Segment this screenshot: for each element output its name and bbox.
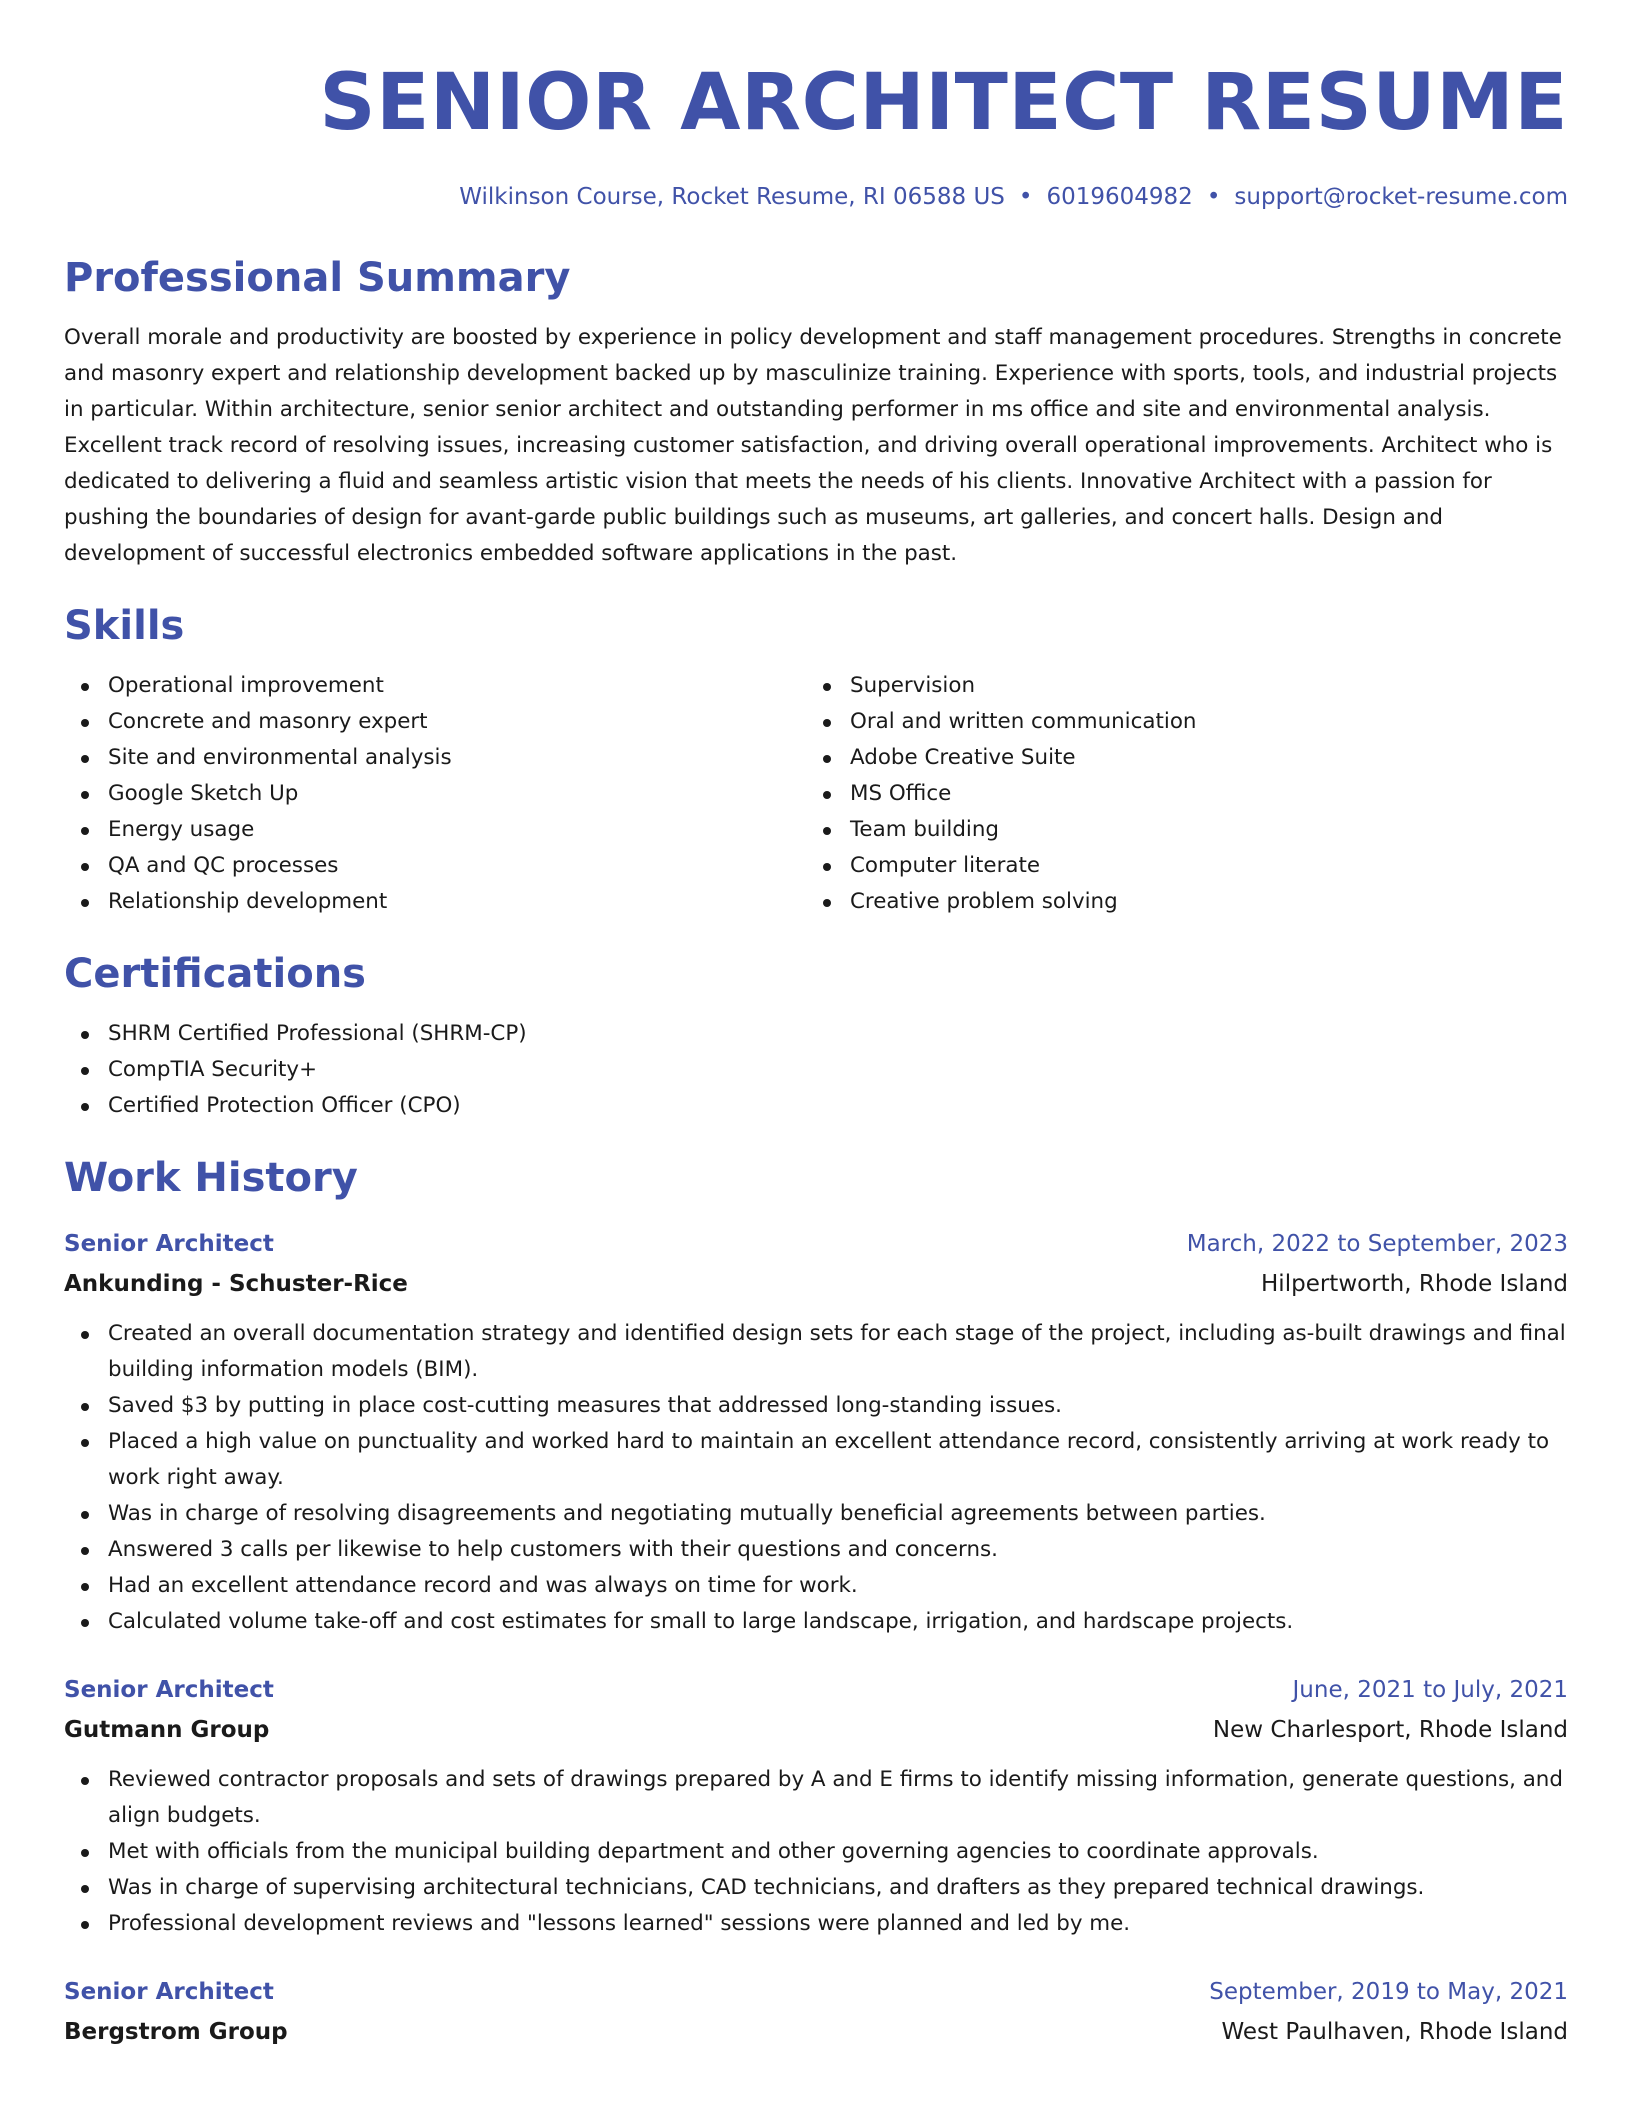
job-entry — [64, 1228, 1568, 1640]
skill-item: MS Office — [806, 776, 1548, 812]
job-title: Senior Architect — [64, 1677, 274, 1703]
contact-line — [64, 182, 1568, 212]
skill-item: Oral and written communication — [806, 704, 1548, 740]
job-entry — [64, 1976, 1568, 2048]
certifications-list — [64, 1016, 1568, 1124]
resume-title: SENIOR ARCHITECT RESUME — [319, 58, 1568, 148]
job-header-row — [64, 1976, 1568, 2008]
job-bullet: Had an excellent attendance record and was always on time for work. — [64, 1568, 1568, 1604]
skills-list-right — [806, 668, 1548, 920]
job-company: Gutmann Group — [64, 1717, 270, 1743]
skill-item: Concrete and masonry expert — [64, 704, 806, 740]
section-title-summary: Professional Summary — [64, 255, 571, 301]
job-bullet: Placed a high value on punctuality and worked hard to maintain an excellent attendance record, consistently arriving at work ready to work right away. — [64, 1424, 1568, 1496]
job-bullets — [64, 1762, 1568, 1942]
job-header-row — [64, 1674, 1568, 1706]
skill-item: Supervision — [806, 668, 1548, 704]
skill-item: Creative problem solving — [806, 884, 1548, 920]
job-company-row — [64, 1268, 1568, 1300]
certification-item: SHRM Certified Professional (SHRM-CP) — [64, 1016, 1568, 1052]
job-dates: June, 2021 to July, 2021 — [1292, 1677, 1568, 1703]
contact-separator: • — [1206, 184, 1221, 210]
skill-item: Adobe Creative Suite — [806, 740, 1548, 776]
skills-list-left — [64, 668, 806, 920]
job-location: New Charlesport, Rhode Island — [1212, 1717, 1568, 1743]
skill-item: QA and QC processes — [64, 848, 806, 884]
certification-item: CompTIA Security+ — [64, 1052, 1568, 1088]
summary-text: Overall morale and productivity are boosted by experience in policy development and staff management procedures. Strengths in concrete and masonry expert and relationship development backed up by masculinize training. Experience with sports, tools, and industrial projects in particular. Within architecture, senior senior architect and outstanding performer in ms office and site and environmental analysis. Excellent track record of resolving issues, increasing customer satisfaction, and driving overall operational improvements. Architect who is dedicated to delivering a fluid and seamless artistic vision that meets the needs of his clients. Innovative Architect with a passion for pushing the boundaries of design for avant-garde public buildings such as museums, art galleries, and concert halls. Design and development of successful electronics embedded software applications in the past. — [64, 325, 1562, 566]
job-company-row — [64, 1714, 1568, 1746]
skill-item: Site and environmental analysis — [64, 740, 806, 776]
job-bullet: Created an overall documentation strategy and identified design sets for each stage of the project, including as-built drawings and final building information models (BIM). — [64, 1316, 1568, 1388]
job-bullet: Saved $3 by putting in place cost-cutting measures that addressed long-standing issues. — [64, 1388, 1568, 1424]
job-bullet: Professional development reviews and "lessons learned" sessions were planned and led by me. — [64, 1906, 1568, 1942]
job-bullet: Reviewed contractor proposals and sets of drawings prepared by A and E firms to identify missing information, generate questions, and align budgets. — [64, 1762, 1568, 1834]
contact-email: support@rocket-resume.com — [1234, 184, 1568, 210]
job-bullet: Calculated volume take-off and cost estimates for small to large landscape, irrigation, and hardscape projects. — [64, 1604, 1568, 1640]
job-company-row — [64, 2016, 1568, 2048]
contact-address: Wilkinson Course, Rocket Resume, RI 06588 US — [459, 184, 1005, 210]
skill-item: Computer literate — [806, 848, 1548, 884]
job-location: Hilpertworth, Rhode Island — [1261, 1271, 1568, 1297]
job-bullet: Was in charge of supervising architectural technicians, CAD technicians, and drafters as they prepared technical drawings. — [64, 1870, 1568, 1906]
skill-item: Team building — [806, 812, 1548, 848]
skill-item: Relationship development — [64, 884, 806, 920]
job-company: Ankunding - Schuster-Rice — [64, 1271, 408, 1297]
job-company: Bergstrom Group — [64, 2019, 288, 2045]
certification-item: Certified Protection Officer (CPO) — [64, 1088, 1568, 1124]
contact-phone: 6019604982 — [1046, 184, 1193, 210]
job-bullets — [64, 1316, 1568, 1640]
skills-columns — [64, 668, 1568, 920]
job-header-row — [64, 1228, 1568, 1260]
section-title-skills: Skills — [64, 603, 185, 649]
job-title: Senior Architect — [64, 1979, 274, 2005]
section-title-work-history: Work History — [64, 1155, 358, 1201]
job-dates: March, 2022 to September, 2023 — [1186, 1231, 1568, 1257]
section-title-certifications: Certifications — [64, 951, 366, 997]
job-entry — [64, 1674, 1568, 1942]
skill-item: Operational improvement — [64, 668, 806, 704]
skill-item: Energy usage — [64, 812, 806, 848]
job-bullet: Was in charge of resolving disagreements and negotiating mutually beneficial agreements between parties. — [64, 1496, 1568, 1532]
job-bullet: Answered 3 calls per likewise to help customers with their questions and concerns. — [64, 1532, 1568, 1568]
resume-page — [64, 0, 1568, 2048]
job-dates: September, 2019 to May, 2021 — [1209, 1979, 1568, 2005]
contact-separator: • — [1018, 184, 1033, 210]
job-title: Senior Architect — [64, 1231, 274, 1257]
job-location: West Paulhaven, Rhode Island — [1221, 2019, 1568, 2045]
skill-item: Google Sketch Up — [64, 776, 806, 812]
job-bullet: Met with officials from the municipal building department and other governing agencies to coordinate approvals. — [64, 1834, 1568, 1870]
